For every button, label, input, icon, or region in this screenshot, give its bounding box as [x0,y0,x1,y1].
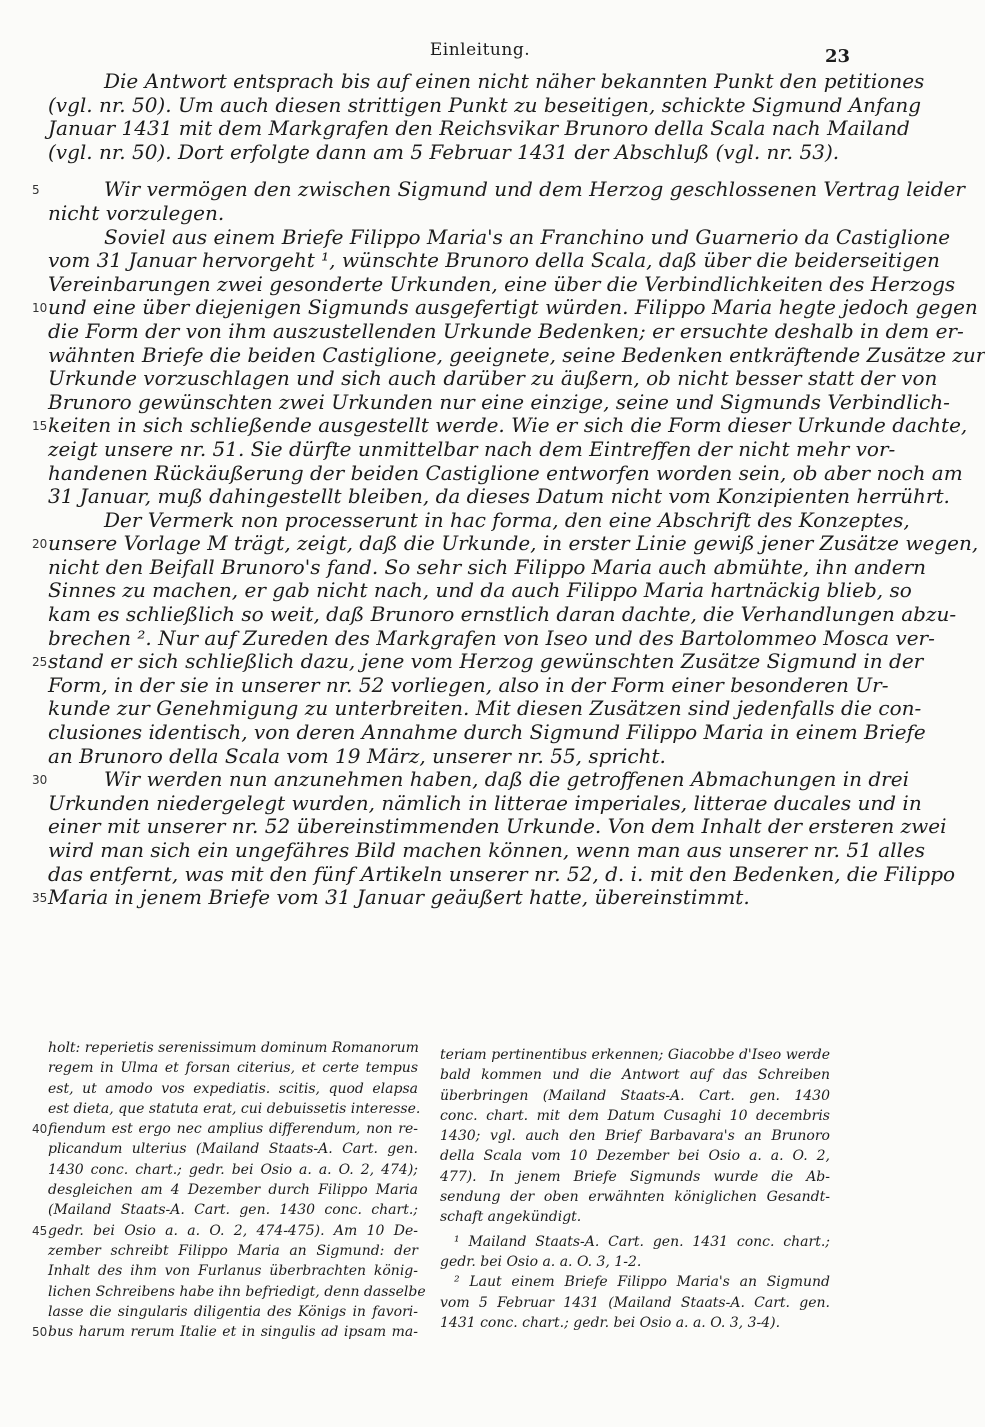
line-number: 50 [32,1325,48,1340]
text-line: wird man sich ein ungefähres Bild machen können, wenn man aus unserer nr. 51 alles [48,838,925,862]
footnote-line: ¹ Mailand Staats-A. Cart. gen. 1431 conc. chart.; [454,1233,830,1250]
line-number: 15 [32,419,48,434]
footnote-line: überbringen (Mailand Staats-A. Cart. gen. 1430 [440,1087,830,1104]
footnote-line: zember schreibt Filippo Maria an Sigmund: der [48,1242,418,1259]
line-number: 35 [32,891,48,906]
text-line: Die Antwort entsprach bis auf einen nicht näher bekannten Punkt den petitiones [104,69,925,93]
footnote-line: conc. chart. mit dem Datum Cusaghi 10 decembris [440,1107,830,1124]
text-line: Brunoro gewünschten zwei Urkunden nur eine einzige, seine und Sigmunds Verbindlich- [48,389,950,414]
text-line: handenen Rückäußerung der beiden Castiglione entworfen worden sein, ob aber noch am [48,460,963,485]
line-number: 20 [32,537,48,552]
text-line: Wir vermögen den zwischen Sigmund und dem Herzog geschlossenen Vertrag leider [104,177,965,202]
text-line: Wir werden nun anzunehmen haben, daß die getroffenen Abmachungen in drei [104,767,909,792]
footnote-line: regem in Ulma et forsan citerius, et certe tempus [48,1060,418,1077]
text-line: an Brunoro della Scala vom 19 März, unserer nr. 55, spricht. [48,743,666,768]
footnotes-left-column [32,1038,426,1342]
text-line: keiten in sich schließende ausgestellt werde. Wie er sich die Form dieser Urkunde dachte, [48,413,968,438]
page-number: 23 [824,46,850,67]
footnote-line: (Mailand Staats-A. Cart. gen. 1430 conc. chart.; [48,1202,418,1219]
footnote-line: gedr. bei Osio a. a. O. 2, 474-475). Am 10 De- [48,1222,418,1239]
main-text [32,69,985,910]
footnote-line: est, ut amodo vos expediatis. scitis, quod elapsa [48,1080,418,1097]
footnote-line: lichen Schreibens habe ihn befriedigt, denn dasselbe [48,1283,426,1300]
text-line: stand er sich schließlich dazu, jene vom Herzog gewünschten Zusätze Sigmund in der [48,649,924,674]
text-line: Urkunde vorzuschlagen und sich auch darüber zu äußern, ob nicht besser statt der von [48,366,938,391]
text-line: das entfernt, was mit den fünf Artikeln unserer nr. 52, d. i. mit den Bedenken, die Filippo [48,861,956,886]
text-line: Vereinbarungen zwei gesonderte Urkunden, eine über die Verbindlichkeiten des Herzogs [48,271,956,296]
footnote-line: est dieta, que statuta erat, cui debuissetis interesse. [48,1100,421,1117]
text-line: nicht den Beifall Brunoro's fand. So sehr sich Filippo Maria auch abmühte, ihn andern [48,554,927,579]
text-line: (vgl. nr. 50). Dort erfolgte dann am 5 Februar 1431 der Abschluß (vgl. nr. 53). [48,139,840,164]
footnote-line: Inhalt des ihm von Furlanus überbrachten könig- [48,1263,418,1280]
footnote-line: 1430 conc. chart.; gedr. bei Osio a. a. O. 2, 474); [48,1161,418,1178]
footnote-line: della Scala vom 10 Dezember bei Osio a. a. O. 2, [440,1148,830,1165]
line-number: 40 [32,1122,48,1137]
line-number: 25 [32,655,48,670]
footnote-line: holt: reperietis serenissimum dominum Romanorum [48,1040,419,1056]
footnote-line: vom 5 Februar 1431 (Mailand Staats-A. Cart. gen. [440,1294,830,1311]
footnotes-right-column [440,1045,830,1333]
text-line: Form, in der sie in unserer nr. 52 vorliegen, also in der Form einer besonderen Ur- [48,672,889,697]
footnote-line: gedr. bei Osio a. a. O. 3, 1-2. [440,1253,642,1270]
footnote-line: lasse die singularis diligentia des Königs in favori- [48,1303,418,1320]
text-line: zeigt unsere nr. 51. Sie dürfte unmittelbar nach dem Eintreffen der nicht mehr vor- [48,436,896,461]
text-line: unsere Vorlage M trägt, zeigt, daß die Urkunde, in erster Linie gewiß jener Zusätze wegen, [48,531,979,556]
page-header [0,40,960,70]
text-line: (vgl. nr. 50). Um auch diesen strittigen Punkt zu beseitigen, schickte Sigmund Anfang [48,92,922,117]
footnote-line: bus harum rerum Italie et in singulis ad ipsam ma- [48,1324,418,1341]
text-line: clusiones identisch, von deren Annahme durch Sigmund Filippo Maria in einem Briefe [48,720,926,745]
line-number: 5 [32,183,40,198]
footnote-line: fiendum est ergo nec amplius differendum, non re- [48,1121,418,1138]
text-line: Soviel aus einem Briefe Filippo Maria's an Franchino und Guarnerio da Castiglione [104,224,951,249]
text-line: und eine über diejenigen Sigmunds ausgefertigt würden. Filippo Maria hegte jedoch gegen [48,295,978,320]
line-number: 10 [32,301,48,316]
text-line: kunde zur Genehmigung zu unterbreiten. Mit diesen Zusätzen sind jedenfalls die con- [48,696,922,721]
text-line: Sinnes zu machen, er gab nicht nach, und da auch Filippo Maria hartnäckig blieb, so [48,578,912,603]
text-line: Urkunden niedergelegt wurden, nämlich in litterae imperiales, litterae ducales und in [48,790,922,815]
footnote-line: 477). In jenem Briefe Sigmunds wurde die Ab- [440,1168,830,1185]
footnote-line: ² Laut einem Briefe Filippo Maria's an Sigmund [454,1274,830,1291]
paragraph-gap [48,164,845,178]
running-head: Einleitung. [429,40,531,60]
line-number: 30 [32,773,48,788]
text-line: nicht vorzulegen. [48,200,225,225]
text-line: Januar 1431 mit dem Markgrafen den Reichsvikar Brunoro della Scala nach Mailand [48,116,910,141]
text-line: Maria in jenem Briefe vom 31 Januar geäußert hatte, übereinstimmt. [48,885,750,910]
text-line: wähnten Briefe die beiden Castiglione, geeignete, seine Bedenken entkräftende Zusätze zur [48,342,985,367]
text-line: kam es schließlich so weit, daß Brunoro ernstlich daran dachte, die Verhandlungen abzu- [48,602,957,627]
footnote-line: teriam pertinentibus erkennen; Giacobbe d'Iseo werde [440,1047,830,1063]
text-line: 31 Januar, muß dahingestellt bleiben, da dieses Datum nicht vom Konzipienten herrührt. [48,484,950,509]
footnote-line: plicandum ulterius (Mailand Staats-A. Cart. gen. [48,1141,418,1158]
footnote-line: 1430; vgl. auch den Brief Barbavara's an Brunoro [440,1128,830,1145]
text-line: einer mit unserer nr. 52 übereinstimmenden Urkunde. Von dem Inhalt der ersteren zwei [48,814,947,839]
footnote-line: bald kommen und die Antwort auf das Schreiben [440,1067,830,1084]
text-line: vom 31 Januar hervorgeht ¹, wünschte Brunoro della Scala, daß über die beiderseitigen [48,248,940,273]
text-line: Der Vermerk non processerunt in hac forma, den eine Abschrift des Konzeptes, [104,507,910,532]
footnote-line: schaft angekündigt. [440,1209,582,1226]
line-number: 45 [32,1223,48,1238]
text-line: brechen ². Nur auf Zureden des Markgrafen von Iseo und des Bartolommeo Mosca ver- [48,625,935,650]
footnote-line: 1431 conc. chart.; gedr. bei Osio a. a. O. 3, 3-4). [440,1314,781,1331]
text-line: die Form der von ihm auszustellenden Urkunde Bedenken; er ersuchte deshalb in dem er- [48,318,964,343]
footnote-line: desgleichen am 4 Dezember durch Filippo Maria [48,1182,418,1199]
footnote-line: sendung der oben erwähnten königlichen Gesandt- [440,1189,830,1206]
